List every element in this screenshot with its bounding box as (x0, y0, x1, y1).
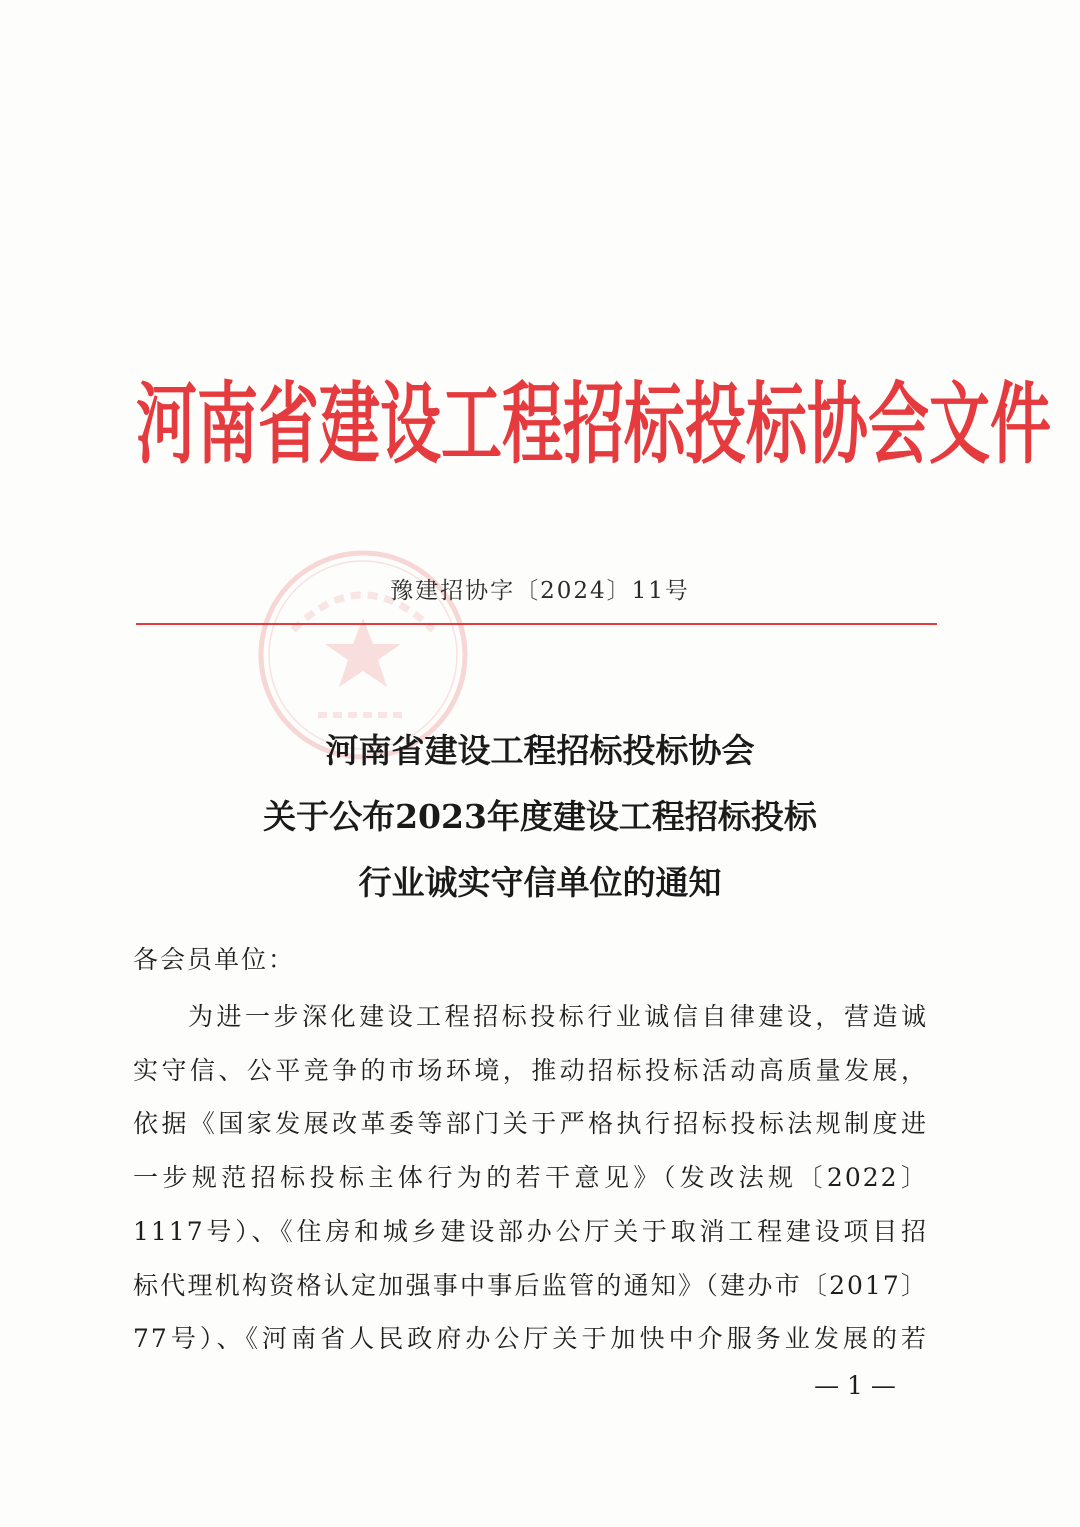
body-line: 一步规范招标投标主体行为的若干意见》（发改法规〔2022〕 (133, 1163, 928, 1193)
notice-title-line-1: 河南省建设工程招标投标协会 (325, 731, 755, 770)
body-line: 标代理机构资格认定加强事中事后监管的通知》（建办市〔2017〕 (133, 1270, 928, 1300)
body-line: 实守信、公平竞争的市场环境，推动招标投标活动高质量发展， (133, 1055, 928, 1085)
notice-title-line-3: 行业诚实守信单位的通知 (358, 863, 722, 902)
document-number: 豫建招协字〔2024〕11号 (390, 578, 690, 604)
notice-title (0, 718, 1080, 916)
body-line: 为进一步深化建设工程招标投标行业诚信自律建设，营造诚 (188, 1002, 928, 1031)
page-number: — 1 — (814, 1371, 896, 1400)
masthead-title: 河南省建设工程招标投标协会文件 (136, 374, 1052, 477)
body-paragraph (133, 990, 928, 1366)
body-line: 依据《国家发展改革委等部门关于严格执行招标投标法规制度进 (133, 1109, 928, 1139)
salutation: 各会员单位： (133, 945, 296, 974)
red-divider-line (136, 623, 937, 625)
body-line: 1117号）、《住房和城乡建设部办公厅关于取消工程建设项目招 (133, 1216, 928, 1246)
body-line: 77号）、《河南省人民政府办公厅关于加快中介服务业发展的若 (133, 1324, 928, 1354)
notice-title-line-2: 关于公布2023年度建设工程招标投标 (263, 797, 817, 836)
